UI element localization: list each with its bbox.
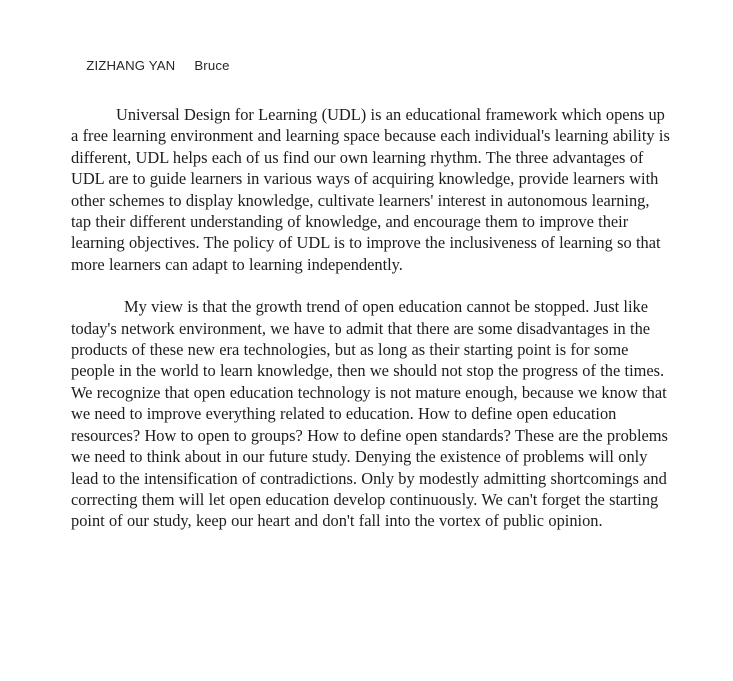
document-body bbox=[71, 104, 672, 532]
paragraph-udl: Universal Design for Learning (UDL) is an educational framework which opens up a free learning environment and learning space because each individual's learning ability is different, UDL helps each of us find our own learning rhythm. The three advantages of UDL are to guide learners in various ways of acquiring knowledge, provide learners with other schemes to display knowledge, cultivate learners' interest in autonomous learning, tap their different understanding of knowledge, and encourage them to improve their learning objectives. The policy of UDL is to improve the inclusiveness of learning so that more learners can adapt to learning independently. bbox=[71, 105, 670, 274]
document-running-header bbox=[71, 40, 230, 91]
header-author-name: ZIZHANG YAN bbox=[86, 58, 176, 73]
header-author-alias: Bruce bbox=[194, 58, 230, 73]
paragraph-open-education: My view is that the growth trend of open education cannot be stopped. Just like today's network environment, we have to admit that there are some disadvantages in the products of these new era technologies, but as long as their starting point is for some people in the world to learn knowledge, then we should not stop the progress of the times. We recognize that open education technology is not mature enough, because we know that we need to improve everything related to education. How to define open education resources? How to open to groups? How to define open standards? These are the problems we need to think about in our future study. Denying the existence of problems will only lead to the intensification of contradictions. Only by modestly admitting shortcomings and correcting them will let open education develop continuously. We can't forget the starting point of our study, keep our heart and don't fall into the vortex of public opinion. bbox=[71, 297, 668, 531]
